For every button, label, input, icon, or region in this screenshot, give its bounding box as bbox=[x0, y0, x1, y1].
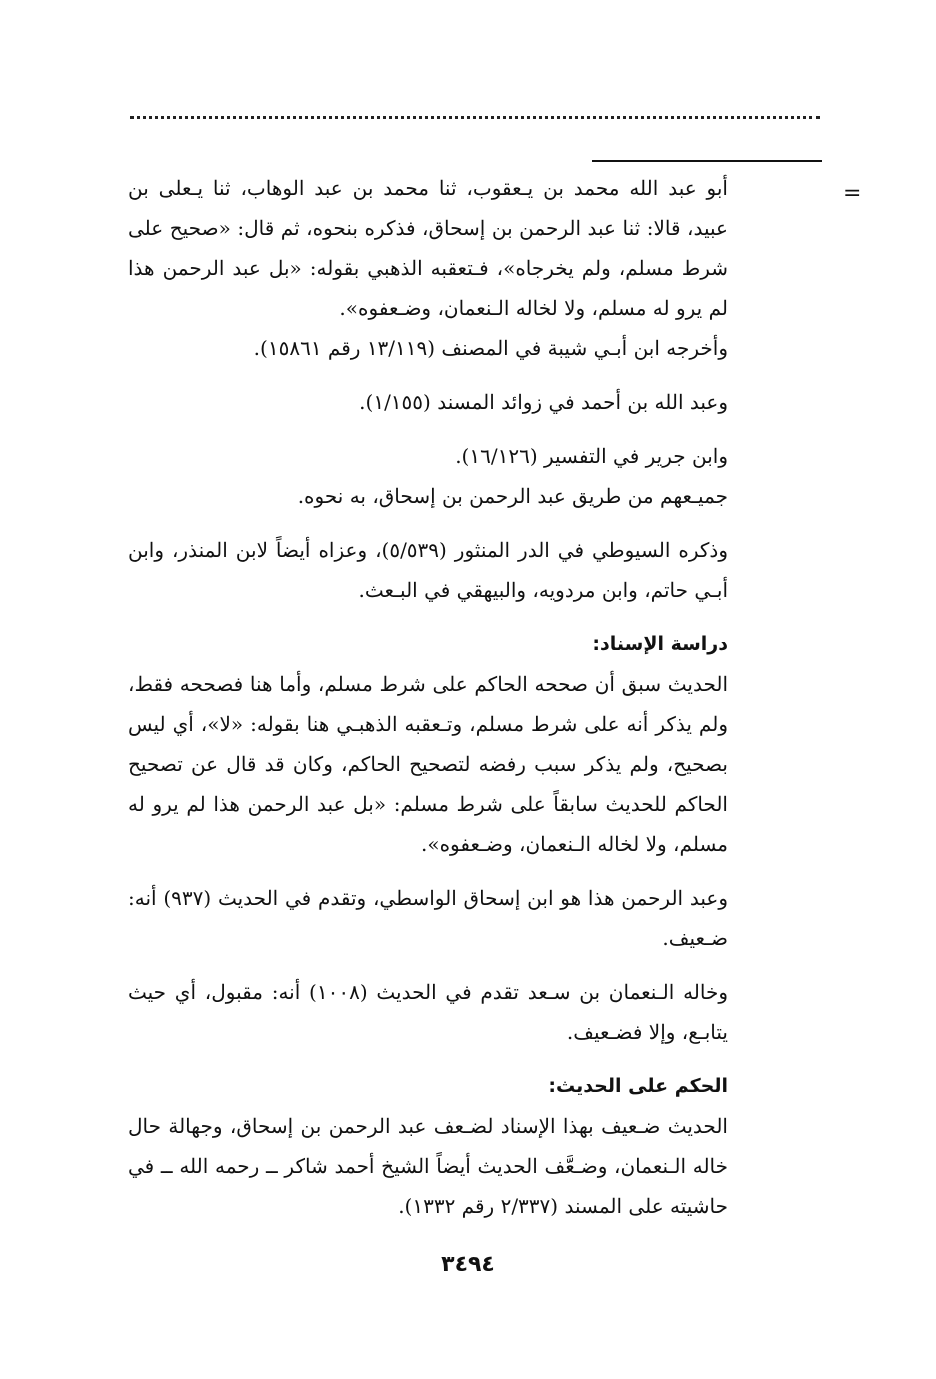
dotted-separator bbox=[130, 116, 820, 119]
paragraph-7: الحديث سبق أن صححه الحاكم على شرط مسلم، وأما هنا فصححه فقط، ولم يذكر أنه على شرط مسلم، وتـعقبه الذهبـي هنا بقوله: «لا»، أي ليس بصحيح، ولم يذكر سبب رفضه لتصحيح الحاكم، وكان قد قال عن تصحيح الحاكم للحديث سابقاً على شرط مسلم: «بل عبد الرحمن هذا لم يرو له مسلم، ولا لخاله الـنعمان، وضـعفوه». bbox=[128, 672, 728, 856]
continuation-marker: = bbox=[843, 181, 862, 206]
paragraph-6: وذكره السيوطي في الدر المنثور (٥/٥٣٩)، وعزاه أيضاً لابن المنذر، وابن أبـي حاتم، وابن مردويه، والبيهقي في البـعث. bbox=[128, 538, 728, 602]
section-heading-ruling: الحكم على الحديث: bbox=[548, 1075, 728, 1097]
paragraph-8: وعبد الرحمن هذا هو ابن إسحاق الواسطي، وتقدم في الحديث (٩٣٧) أنه: ضـعيف. bbox=[128, 886, 728, 950]
paragraph-9: وخاله الـنعمان بن سـعد تقدم في الحديث (١٠٠٨) أنه: مقبول، أي حيث يتابـع، وإلا فضـعيف. bbox=[128, 980, 729, 1044]
paragraph-3: وعبد الله بن أحمد في زوائد المسند (١/١٥٥). bbox=[359, 390, 728, 414]
footnote-rule bbox=[592, 160, 822, 162]
paragraph-4: وابن جرير في التفسير (١٦/١٢٦). bbox=[455, 444, 728, 468]
paragraph-10: الحديث ضـعيف بهذا الإسناد لضـعف عبد الرحمن بن إسحاق، وجهالة حال خاله الـنعمان، وضـعَّف الحديث أيضاً الشيخ أحمد شاكر ــ رحمه الله ــ في حاشيته على المسند (٢/٣٣٧ رقم ١٣٣٢). bbox=[128, 1114, 728, 1218]
footnote-body bbox=[128, 168, 728, 1226]
paragraph-1: أبو عبد الله محمد بن يـعقوب، ثنا محمد بن عبد الوهاب، ثنا يـعلى بن عبيد، قالا: ثنا عبد الرحمن بن إسحاق، فذكره بنحوه، ثم قال: «صحيح على شرط مسلم، ولم يخرجاه»، فـتعقبه الذهبي بقوله: «بل عبد الرحمن هذا لم يرو له مسلم، ولا لخاله الـنعمان، وضـعفوه». bbox=[128, 176, 728, 320]
section-heading-isnad: دراسة الإسناد: bbox=[592, 633, 728, 655]
paragraph-5: جميـعهم من طريق عبد الرحمن بن إسحاق، به نحوه. bbox=[297, 484, 728, 508]
paragraph-2: وأخرجه ابن أبـي شيبة في المصنف (١٣/١١٩ رقم ١٥٨٦١). bbox=[253, 336, 728, 360]
page-number: ٣٤٩٤ bbox=[441, 1252, 495, 1277]
